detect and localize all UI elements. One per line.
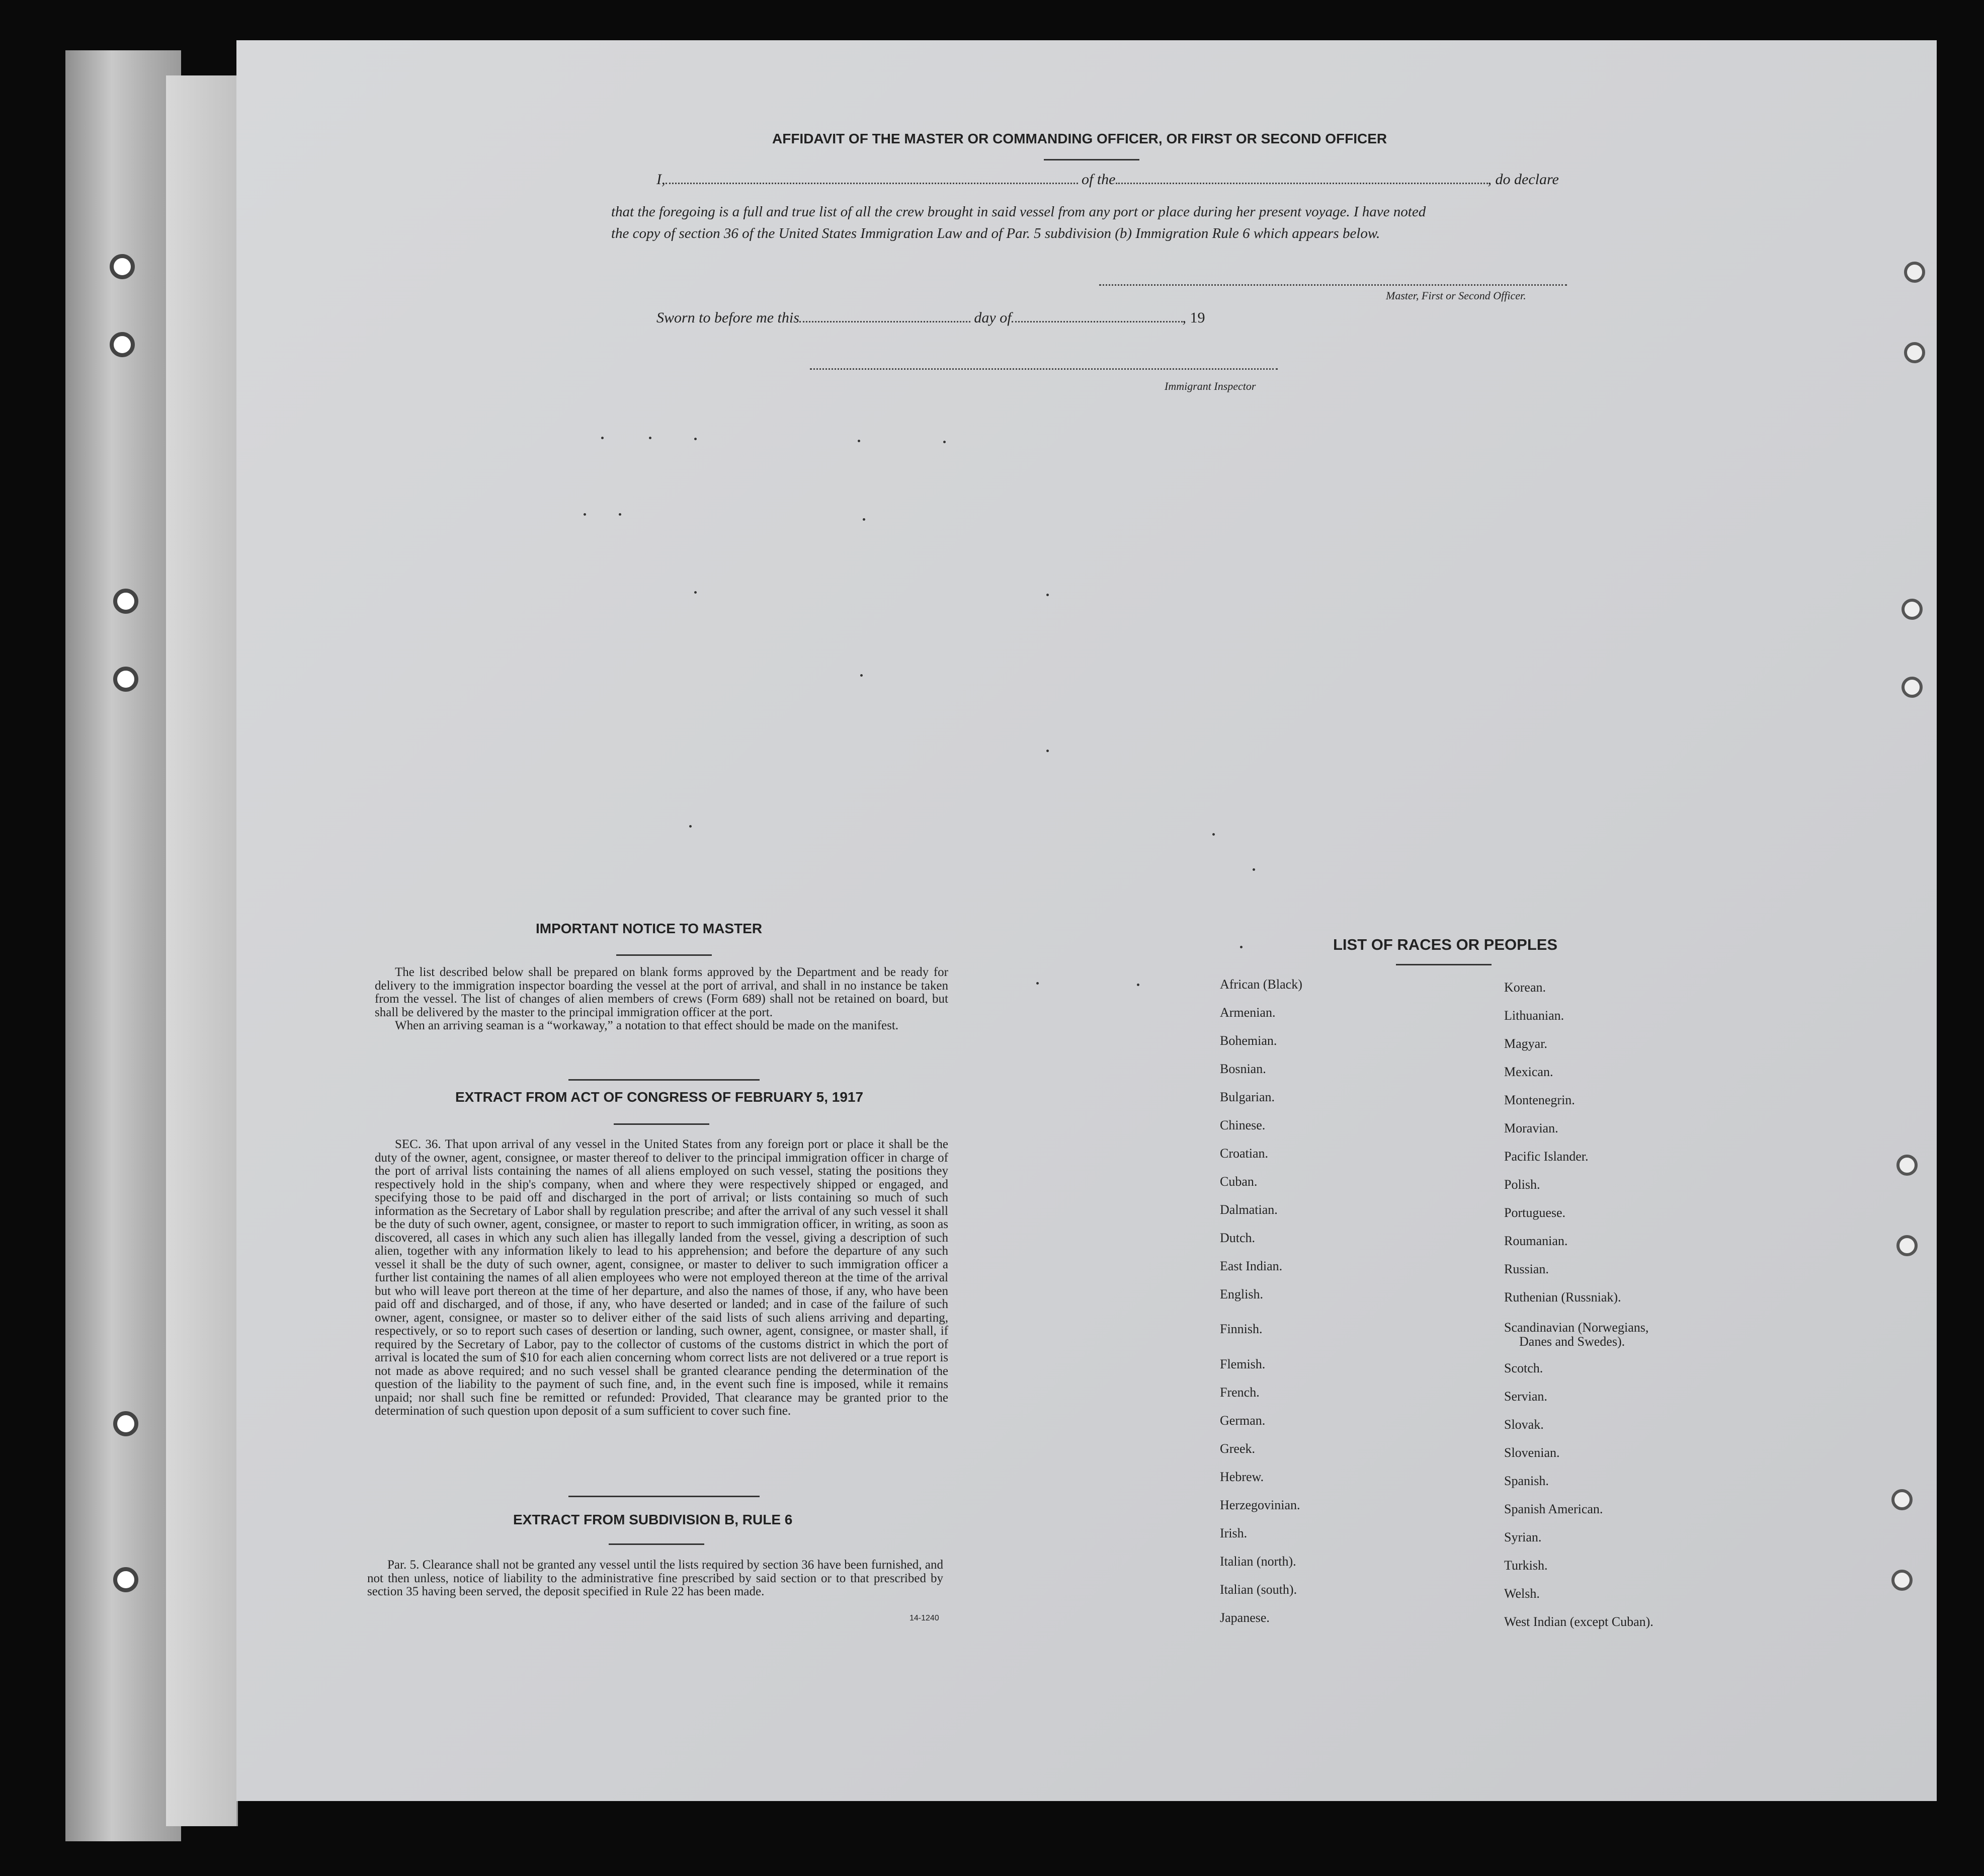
race-item: Magyar. bbox=[1504, 1036, 1547, 1051]
stray-mark bbox=[601, 437, 604, 439]
page-hole bbox=[1896, 1155, 1918, 1176]
race-item: Cuban. bbox=[1220, 1174, 1258, 1189]
page-hole bbox=[1896, 1235, 1918, 1256]
page-hole bbox=[1904, 262, 1925, 283]
binder-hole bbox=[113, 667, 138, 692]
stray-mark bbox=[689, 825, 692, 828]
race-item: Russian. bbox=[1504, 1262, 1549, 1276]
race-item: Hebrew. bbox=[1220, 1470, 1264, 1484]
race-item: French. bbox=[1220, 1385, 1260, 1400]
act-section-36: SEC. 36. That upon arrival of any vessel in the United States from any foreign port or place it shall be the duty of the owner, agent, consignee, or master thereof to deliver to the principal immigration officer in charge of the port of arrival lists containing the names of all aliens employed on such vessel, stating the positions they respectively hold in the ship's company, when and where they were respectively shipped or engaged, and specifying those to be paid off and discharged in the port of arrival; or lists containing so much of such information as the Secretary of Labor shall by regulation prescribe; and after the arrival of any such vessel it shall be the duty of such owner, agent, consignee, or master to report to such immigration officer, in writing, as soon as discovered, all cases in which any such alien has illegally landed from the vessel, giving a description of such alien, together with any information likely to lead to his apprehension; and before the departure of any such vessel it shall be the duty of such owner, agent, consignee, or master to deliver to such immigration officer a further list containing the names of all alien employees who were not employed thereon at the time of the arrival but who will leave port thereon at the time of her departure, and also the names of those, if any, who have been paid off and discharged, and of those, if any, who have deserted or landed; and in case of the failure of such owner, agent, consignee, or master so to deliver either of the said lists of such aliens arriving and departing, respectively, or so to report such cases of desertion or landing, such owner, agent, consignee, or master shall, if required by the Secretary of Labor, pay to the collector of customs of the customs district in which the port of arrival is located the sum of $10 for each alien concerning whom correct lists are not delivered or a true report is not made as above required; and no such vessel shall be granted clearance pending the determination of the question of the liability to the payment of such fine, and, in the event such fine is imposed, while it remains unpaid; nor shall such fine be remitted or refunded: Provided, That clearance may be granted prior to the determination of such question upon deposit of a sum sufficient to cover such fine. bbox=[375, 1137, 948, 1418]
race-item: Croatian. bbox=[1220, 1146, 1269, 1161]
race-item: Roumanian. bbox=[1504, 1234, 1568, 1248]
of-the-label: of the bbox=[1082, 171, 1116, 188]
stray-mark bbox=[584, 513, 586, 516]
race-item: Bosnian. bbox=[1220, 1062, 1266, 1076]
race-item: Irish. bbox=[1220, 1526, 1248, 1540]
race-item: Slovenian. bbox=[1504, 1445, 1560, 1460]
stray-mark bbox=[694, 591, 697, 594]
notice-title: IMPORTANT NOTICE TO MASTER bbox=[536, 921, 763, 936]
stray-mark bbox=[860, 674, 863, 677]
stray-mark bbox=[1137, 984, 1139, 986]
stray-mark bbox=[1046, 594, 1049, 596]
notice-paragraph: When an arriving seaman is a “workaway,” a notation to that effect should be made on the manifest. bbox=[395, 1019, 899, 1032]
binder-inner-edge bbox=[166, 75, 238, 1826]
vessel-name-field[interactable] bbox=[1116, 183, 1488, 184]
stray-mark bbox=[1212, 833, 1215, 836]
rule-paragraph-5: Par. 5. Clearance shall not be granted any vessel until the lists required by section 36 have been furnished, and not then unless, notice of liability to the administrative fine prescribed by said section or to that prescribed by section 35 having been served, the deposit specified in Rule 22 has been made. bbox=[367, 1558, 943, 1598]
race-item: Portuguese. bbox=[1504, 1205, 1566, 1220]
race-item: Polish. bbox=[1504, 1177, 1540, 1192]
stray-mark bbox=[863, 518, 865, 521]
race-item: Herzegovinian. bbox=[1220, 1498, 1300, 1512]
race-item: Korean. bbox=[1504, 980, 1546, 995]
binder-hole bbox=[110, 332, 135, 357]
extract-rule-text bbox=[367, 1559, 943, 1599]
race-item: Bohemian. bbox=[1220, 1033, 1277, 1048]
inspector-label: Immigrant Inspector bbox=[1165, 380, 1256, 392]
sworn-year-label: , 19 bbox=[1182, 309, 1205, 326]
affidavit-line3: the copy of section 36 of the United States Immigration Law and of Par. 5 subdivision (b) Immigration Rule 6 which appears below. bbox=[611, 225, 1380, 241]
page-hole bbox=[1891, 1489, 1913, 1510]
race-item: Turkish. bbox=[1504, 1558, 1548, 1573]
binder-hole bbox=[110, 254, 135, 279]
stray-mark bbox=[649, 437, 651, 439]
race-item: Bulgarian. bbox=[1220, 1090, 1275, 1104]
page-hole bbox=[1902, 677, 1923, 698]
declarant-name-field[interactable] bbox=[666, 183, 1078, 184]
extract-act-title: EXTRACT FROM ACT OF CONGRESS OF FEBRUARY 5, 1917 bbox=[455, 1089, 864, 1105]
race-item: Syrian. bbox=[1504, 1530, 1542, 1544]
race-item: Servian. bbox=[1504, 1389, 1547, 1404]
race-item: English. bbox=[1220, 1287, 1263, 1301]
race-item: Greek. bbox=[1220, 1441, 1256, 1456]
race-item: Slovak. bbox=[1504, 1417, 1544, 1432]
race-item: German. bbox=[1220, 1413, 1266, 1428]
extract-rule-rule bbox=[609, 1543, 704, 1545]
notice-text bbox=[375, 966, 948, 1033]
master-signature-field[interactable] bbox=[1099, 274, 1567, 286]
binder-hole bbox=[113, 1567, 138, 1592]
section-rule bbox=[568, 1496, 760, 1497]
affidavit-line1 bbox=[656, 171, 1559, 188]
sworn-prefix: Sworn to before me this bbox=[656, 309, 799, 326]
stray-mark bbox=[943, 441, 946, 443]
race-item: Flemish. bbox=[1220, 1357, 1266, 1371]
race-item: Mexican. bbox=[1504, 1065, 1553, 1079]
stray-mark bbox=[1046, 750, 1049, 752]
notice-rule bbox=[616, 954, 712, 956]
stray-mark bbox=[1240, 946, 1243, 948]
race-item: East Indian. bbox=[1220, 1259, 1283, 1273]
stray-mark bbox=[1253, 868, 1255, 871]
race-item: Spanish American. bbox=[1504, 1502, 1603, 1516]
page-hole bbox=[1902, 599, 1923, 620]
race-item: Dutch. bbox=[1220, 1231, 1256, 1245]
binder-hole bbox=[113, 589, 138, 614]
stray-mark bbox=[694, 438, 697, 440]
notice-paragraph: The list described below shall be prepared on blank forms approved by the Department and be ready for delivery to the immigration inspector boarding the vessel at the port of arrival, and shall in no instance be taken from the vessel. The list of changes of alien members of crews (Form 689) shall not be retained on board, but shall be delivered by the master to the principal immigration officer at the port. bbox=[375, 965, 948, 1019]
stray-mark bbox=[858, 440, 860, 442]
stray-mark bbox=[1036, 982, 1039, 985]
race-item: Spanish. bbox=[1504, 1474, 1549, 1488]
race-item: Armenian. bbox=[1220, 1005, 1276, 1020]
manifest-page bbox=[236, 40, 1937, 1801]
race-item: Ruthenian (Russniak). bbox=[1504, 1290, 1621, 1304]
race-item: Scandinavian (Norwegians, bbox=[1504, 1320, 1649, 1335]
page-hole bbox=[1891, 1570, 1913, 1591]
race-item: Dalmatian. bbox=[1220, 1202, 1278, 1217]
sworn-month-field[interactable] bbox=[1012, 321, 1183, 322]
form-number: 14-1240 bbox=[910, 1614, 939, 1622]
master-signature-label: Master, First or Second Officer. bbox=[1386, 289, 1526, 302]
race-item: West Indian (except Cuban). bbox=[1504, 1614, 1654, 1629]
race-item: Italian (north). bbox=[1220, 1554, 1296, 1569]
binder-hole bbox=[113, 1411, 138, 1436]
page-hole bbox=[1904, 342, 1925, 363]
race-item: Welsh. bbox=[1504, 1586, 1540, 1601]
inspector-signature-field[interactable] bbox=[810, 358, 1278, 370]
extract-act-rule bbox=[614, 1123, 709, 1125]
race-item: Chinese. bbox=[1220, 1118, 1266, 1132]
race-item: Italian (south). bbox=[1220, 1582, 1297, 1597]
race-item: Danes and Swedes). bbox=[1519, 1334, 1625, 1349]
sworn-day-field[interactable] bbox=[799, 321, 970, 322]
race-item: African (Black) bbox=[1220, 977, 1302, 992]
title-rule bbox=[1044, 159, 1139, 160]
do-declare-label: , do declare bbox=[1487, 171, 1559, 188]
race-item: Lithuanian. bbox=[1504, 1008, 1564, 1023]
races-rule bbox=[1396, 964, 1492, 965]
sworn-line bbox=[656, 309, 1205, 327]
sworn-day-label: day of bbox=[974, 309, 1012, 326]
race-item: Japanese. bbox=[1220, 1610, 1270, 1625]
extract-rule-title: EXTRACT FROM SUBDIVISION B, RULE 6 bbox=[513, 1512, 793, 1527]
race-item: Pacific Islander. bbox=[1504, 1149, 1589, 1164]
race-item: Finnish. bbox=[1220, 1322, 1263, 1336]
affidavit-line2: that the foregoing is a full and true list of all the crew brought in said vessel from any port or place during her present voyage. I have noted bbox=[611, 204, 1426, 220]
declarant-prefix: I, bbox=[656, 171, 666, 188]
race-item: Scotch. bbox=[1504, 1361, 1543, 1375]
affidavit-title: AFFIDAVIT OF THE MASTER OR COMMANDING OFFICER, OR FIRST OR SECOND OFFICER bbox=[772, 131, 1387, 146]
section-rule bbox=[568, 1079, 760, 1081]
race-item: Moravian. bbox=[1504, 1121, 1558, 1135]
races-title: LIST OF RACES OR PEOPLES bbox=[1333, 936, 1558, 953]
stray-mark bbox=[619, 513, 621, 516]
extract-act-text bbox=[375, 1138, 948, 1418]
race-item: Montenegrin. bbox=[1504, 1093, 1575, 1107]
